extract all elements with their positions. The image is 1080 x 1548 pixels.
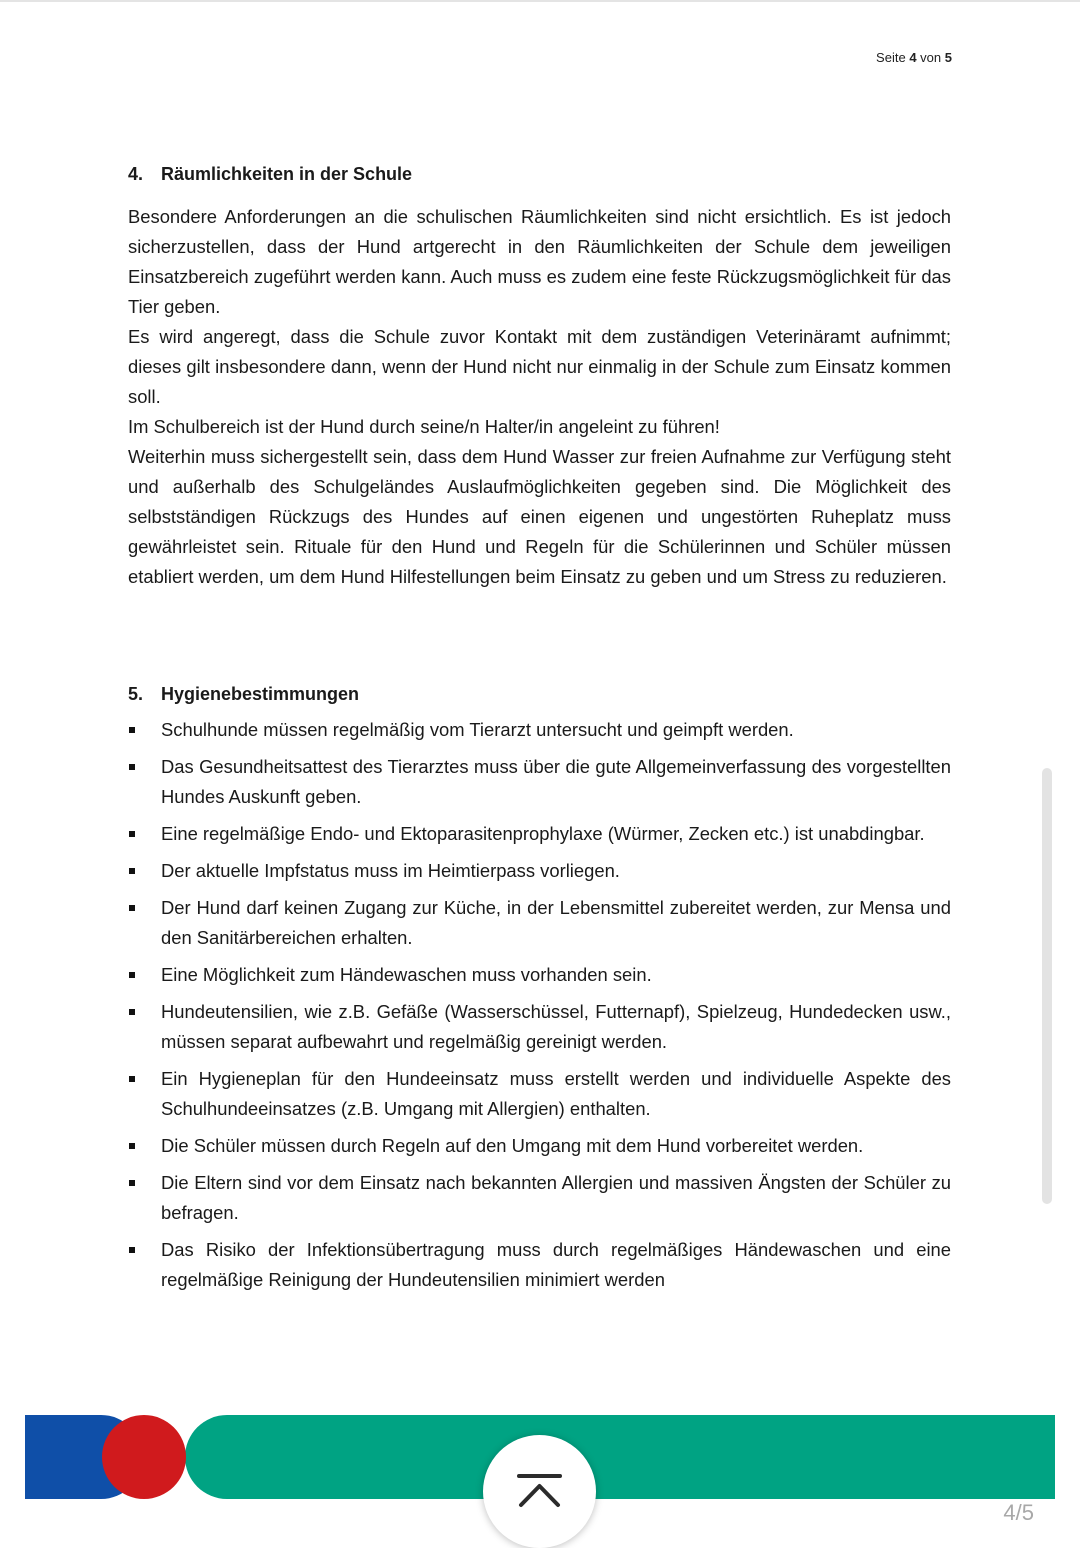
list-item (128, 752, 951, 812)
list-item (128, 997, 951, 1057)
square-bullet-icon (129, 1076, 135, 1082)
section-4-number: 4. (128, 164, 144, 184)
list-item (128, 856, 951, 886)
list-item-text: Die Schüler müssen durch Regeln auf den Umgang mit dem Hund vorbereitet werden. (161, 1135, 864, 1156)
list-item (128, 1131, 951, 1161)
paragraph: Weiterhin muss sichergestellt sein, dass dem Hund Wasser zur freien Aufnahme zur Verfügung steht und außerhalb des Schulgeländes Auslaufmöglichkeiten gegeben sind. Die Möglichkeit des selbstständigen Rückzugs des Hundes auf einen eigenen und ungestörten Ruheplatz muss gewährleistet sein. Rituale für den Hund und Regeln für die Schülerinnen und Schüler müssen etabliert werden, um dem Hund Hilfestellungen beim Einsatz zu geben und um Stress zu reduzieren. (128, 446, 951, 587)
footer-red-circle (102, 1415, 186, 1499)
list-item-text: Eine Möglichkeit zum Händewaschen muss vorhanden sein. (161, 964, 652, 985)
list-item (128, 715, 951, 745)
list-item (128, 1064, 951, 1124)
list-item (128, 1235, 951, 1295)
section-4-heading (128, 160, 951, 188)
list-item (128, 960, 951, 990)
square-bullet-icon (129, 1009, 135, 1015)
list-item-text: Die Eltern sind vor dem Einsatz nach bekannten Allergien und massiven Ängsten der Schüler zu befragen. (161, 1172, 951, 1223)
footer-green-band (185, 1415, 1055, 1499)
section-4 (128, 160, 951, 592)
square-bullet-icon (129, 727, 135, 733)
square-bullet-icon (129, 764, 135, 770)
page-label: Seite (876, 50, 906, 65)
paragraph: Es wird angeregt, dass die Schule zuvor Kontakt mit dem zuständigen Veterinäramt aufnimmt; dieses gilt insbesondere dann, wenn der Hund nicht nur einmalig in der Schule zum Einsatz kommen soll. (128, 326, 951, 407)
list-item-text: Hundeutensilien, wie z.B. Gefäße (Wasserschüssel, Futternapf), Spielzeug, Hundedecken usw., müssen separat aufbewahrt und regelmäßig gereinigt werden. (161, 1001, 951, 1052)
page-number-header (876, 50, 952, 65)
page-indicator: 4/5 (1003, 1500, 1034, 1525)
square-bullet-icon (129, 1143, 135, 1149)
square-bullet-icon (129, 1180, 135, 1186)
square-bullet-icon (129, 972, 135, 978)
section-5-number: 5. (128, 684, 144, 704)
list-item (128, 1168, 951, 1228)
list-item-text: Der aktuelle Impfstatus muss im Heimtierpass vorliegen. (161, 860, 620, 881)
square-bullet-icon (129, 831, 135, 837)
section-4-body (128, 202, 951, 592)
current-page-number: 4 (909, 50, 917, 65)
square-bullet-icon (129, 868, 135, 874)
section-5 (128, 680, 951, 1302)
section-4-title: Räumlichkeiten in der Schule (161, 164, 413, 184)
chevron-up-to-top-icon (517, 1473, 562, 1509)
square-bullet-icon (129, 1247, 135, 1253)
section-5-heading (128, 680, 951, 708)
list-item-text: Schulhunde müssen regelmäßig vom Tierarzt untersucht und geimpft werden. (161, 719, 794, 740)
list-item-text: Ein Hygieneplan für den Hundeeinsatz muss erstellt werden und individuelle Aspekte des Schulhundeeinsatzes (z.B. Umgang mit Allergien) enthalten. (161, 1068, 951, 1119)
total-pages-number: 5 (944, 50, 952, 65)
list-item-text: Eine regelmäßige Endo- und Ektoparasitenprophylaxe (Würmer, Zecken etc.) ist unabdingbar. (161, 823, 925, 844)
list-item-text: Das Gesundheitsattest des Tierarztes muss über die gute Allgemeinverfassung des vorgestellten Hundes Auskunft geben. (161, 756, 951, 807)
paragraph: Im Schulbereich ist der Hund durch seine/n Halter/in angeleint zu führen! (128, 416, 720, 437)
scroll-to-top-button[interactable] (483, 1435, 596, 1548)
list-item-text: Das Risiko der Infektionsübertragung muss durch regelmäßiges Händewaschen und eine regelmäßige Reinigung der Hundeutensilien minimiert werden (161, 1239, 951, 1290)
square-bullet-icon (129, 905, 135, 911)
list-item (128, 819, 951, 849)
scrollbar-thumb[interactable] (1042, 768, 1052, 1204)
section-5-title: Hygienebestimmungen (161, 684, 360, 704)
paragraph: Besondere Anforderungen an die schulischen Räumlichkeiten sind nicht ersichtlich. Es ist jedoch sicherzustellen, dass der Hund artgerecht in den Räumlichkeiten der Schule dem jeweiligen Einsatzbereich zugeführt werden kann. Auch muss es zudem eine feste Rückzugsmöglichkeit für das Tier geben. (128, 206, 951, 317)
hygiene-list (128, 715, 951, 1295)
top-divider (0, 0, 1080, 2)
list-item-text: Der Hund darf keinen Zugang zur Küche, in der Lebensmittel zubereitet werden, zur Mensa und den Sanitärbereichen erhalten. (161, 897, 951, 948)
of-label: von (920, 50, 942, 65)
list-item (128, 893, 951, 953)
